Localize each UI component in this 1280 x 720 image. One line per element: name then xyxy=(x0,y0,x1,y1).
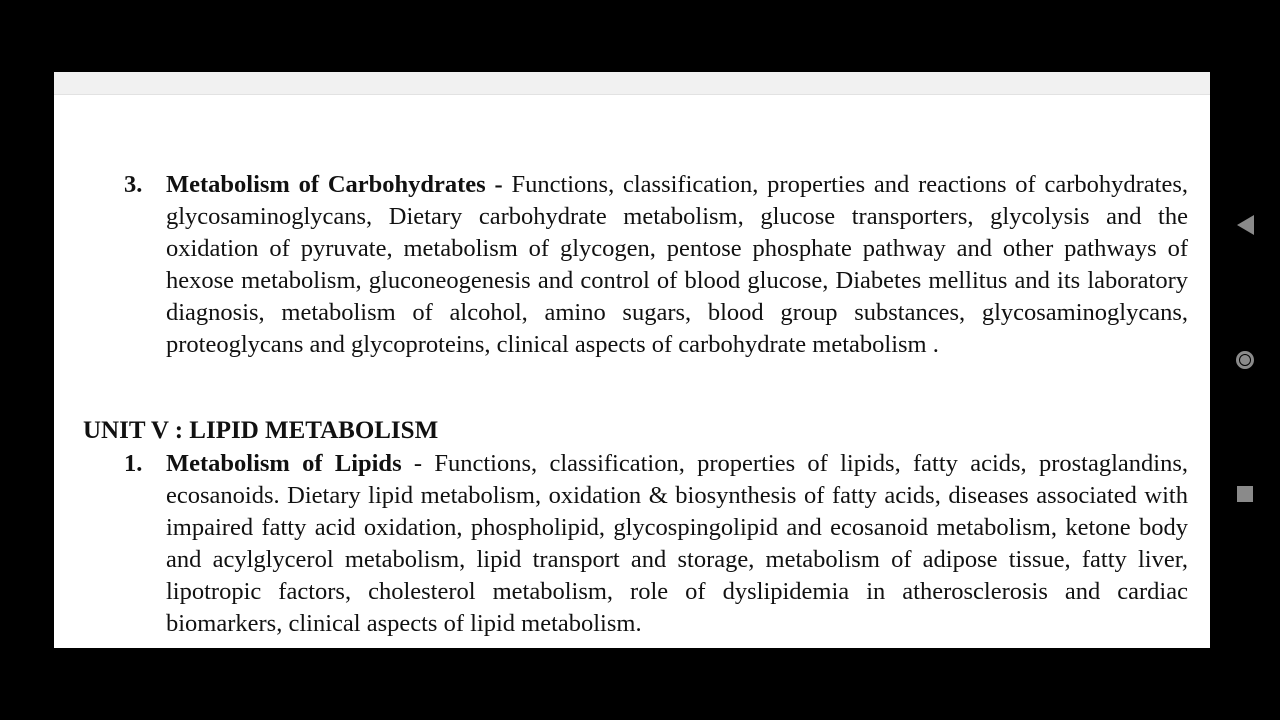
list-item-title: Metabolism of Carbohydrates - xyxy=(166,171,503,198)
list-item-body: Functions, classification, properties and reactions of carbohydrates, glycosaminoglycans, Dietary carbohydrate metabolism, glucose transporters, glycolysis and the oxidation of pyruvate, metabolism of glycogen, pentose phosphate pathway and other pathways of hexose metabolism, gluconeogenesis and control of blood glucose, Diabetes mellitus and its laboratory diagnosis, metabolism of alcohol, amino sugars, blood group substances, glycosaminoglycans, proteoglycans and glycoproteins, clinical aspects of carbohydrate metabolism . xyxy=(166,171,1189,358)
list-item-text xyxy=(166,448,1188,640)
recent-apps-icon[interactable] xyxy=(1232,481,1258,507)
document-top-edge xyxy=(54,72,1210,95)
unit-heading: UNIT V : LIPID METABOLISM xyxy=(83,417,439,444)
list-item-number: 1. xyxy=(124,450,143,477)
list-item-text xyxy=(166,169,1188,361)
list-item-body: - Functions, classification, properties of lipids, fatty acids, prostaglandins, ecosanoids. Dietary lipid metabolism, oxidation & biosynthesis of fatty acids, diseases associated with impaired fatty acid oxidation, phospholipid, glycospingolipid and ecosanoid metabolism, ketone body and acylglycerol metabolism, lipid transport and storage, metabolism of adipose tissue, fatty liver, lipotropic factors, cholesterol metabolism, role of dyslipidemia in atherosclerosis and cardiac biomarkers, clinical aspects of lipid metabolism. xyxy=(166,450,1188,637)
list-item-title: Metabolism of Lipids xyxy=(166,450,402,477)
android-navigation-bar xyxy=(1210,0,1280,720)
back-icon[interactable] xyxy=(1232,212,1258,238)
home-icon[interactable] xyxy=(1232,347,1258,373)
list-item-number: 3. xyxy=(124,171,143,198)
document-viewport[interactable] xyxy=(54,72,1210,648)
